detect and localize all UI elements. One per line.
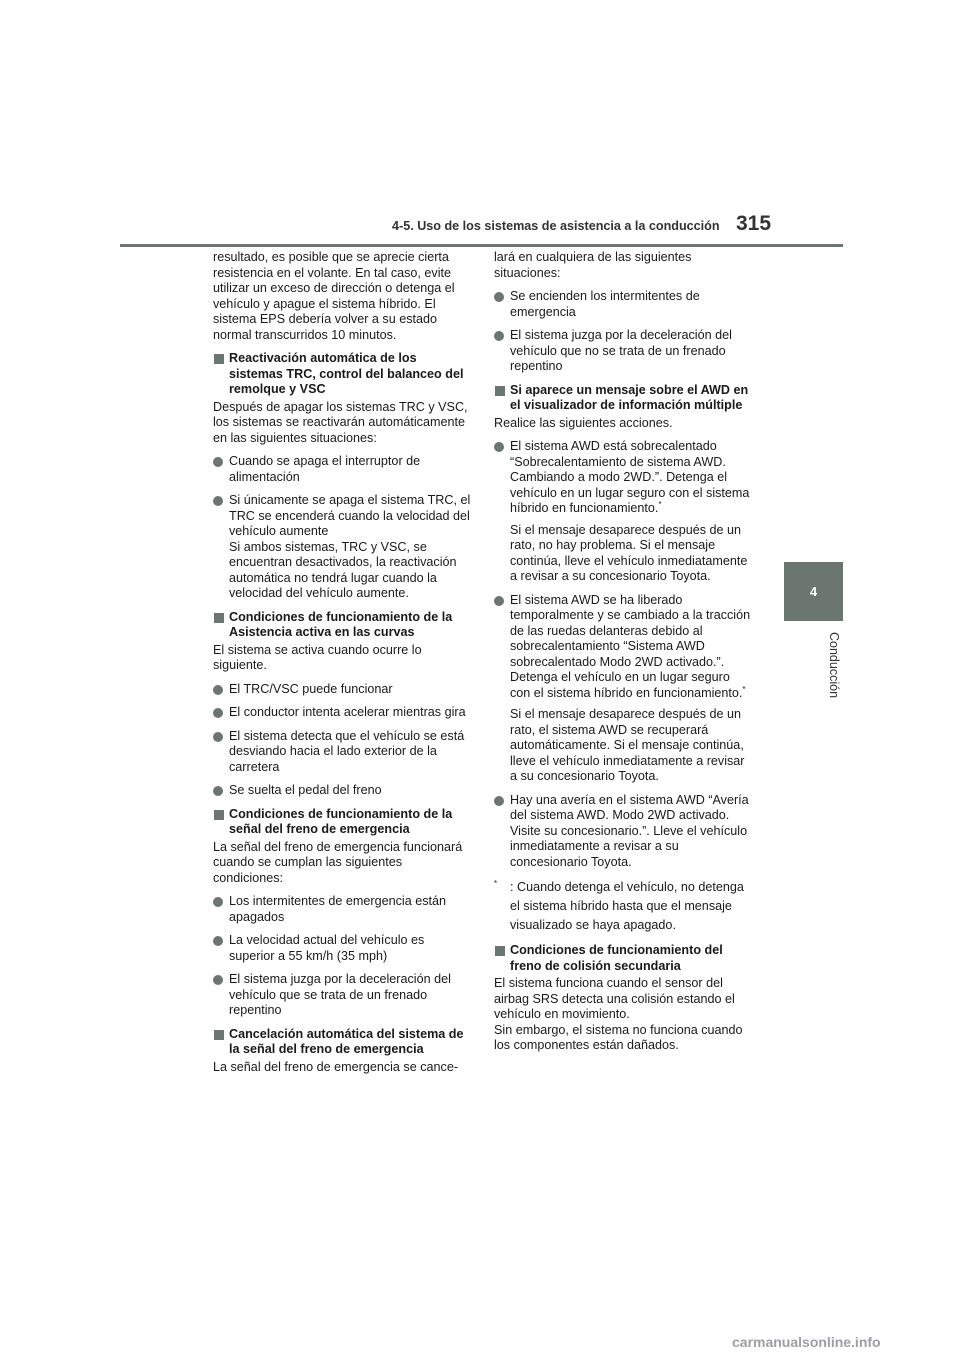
bullet-item: Se encienden los intermitentes de emergencia: [494, 289, 752, 320]
bullet-text: Si únicamente se apaga el sistema TRC, el TRC se encenderá cuando la velocidad del vehículo aumente: [229, 493, 471, 538]
bullet-item: El sistema juzga por la deceleración del vehículo que se trata de un frenado repentino: [213, 972, 471, 1019]
bullet-item: [494, 593, 752, 785]
section-heading-reactivation: Reactivación automática de los sistemas TRC, control del balanceo del remolque y VSC: [213, 351, 471, 398]
footnote-mark: *: [494, 878, 498, 888]
bullet-item: La velocidad actual del vehículo es superior a 55 km/h (35 mph): [213, 933, 471, 964]
bullet-text: El sistema AWD se ha liberado temporalmente y se cambiado a la tracción de las ruedas delanteras debido al sobrecalentamiento “Sistema AWD sobrecalentado Modo 2WD activado.”. Detenga el vehículo en un lugar seguro con el sistema híbrido en funcionamiento.: [510, 592, 751, 700]
section-title: 4-5. Uso de los sistemas de asistencia a la conducción: [392, 219, 720, 233]
intro-paragraph: resultado, es posible que se aprecie cierta resistencia en el volante. En tal caso, evite utilizar un exceso de dirección o detenga el vehículo y apague el sistema híbrido. El sistema EPS debería volver a su estado normal transcurridos 10 minutos.: [213, 250, 455, 342]
right-column: [494, 250, 752, 1054]
paragraph: La señal del freno de emergencia funcionará cuando se cumplan las siguientes condiciones:: [213, 839, 463, 885]
bullet-item: El sistema juzga por la deceleración del vehículo que no se trata de un frenado repentino: [494, 328, 752, 375]
section-heading-awd-message: Si aparece un mensaje sobre el AWD en el visualizador de información múltiple: [494, 383, 752, 414]
section-heading-auto-cancel: Cancelación automática del sistema de la señal del freno de emergencia: [213, 1027, 471, 1058]
bullet-subtext: Si el mensaje desaparece después de un rato, el sistema AWD se recuperará automáticamente. Si el mensaje continúa, lleve el vehículo inmediatamente a revisar a su concesionario Toyota.: [510, 707, 745, 783]
section-heading-secondary-collision-brake: Condiciones de funcionamiento del freno de colisión secundaria: [494, 943, 752, 974]
bullet-item: Hay una avería en el sistema AWD “Avería del sistema AWD. Modo 2WD activado. Visite su concesionario.”. Lleve el vehículo inmediatamente a revisar a su concesionario Toyota.: [494, 793, 752, 871]
bullet-item: El sistema detecta que el vehículo se está desviando hacia el lado exterior de la carretera: [213, 729, 471, 776]
bullet-item: El conductor intenta acelerar mientras gira: [213, 705, 471, 721]
bullet-item: Se suelta el pedal del freno: [213, 783, 471, 799]
paragraph: Realice las siguientes acciones.: [494, 415, 673, 430]
bullet-item: Los intermitentes de emergencia están apagados: [213, 894, 471, 925]
footnote-reference: *: [658, 499, 662, 509]
bullet-subtext: Si el mensaje desaparece después de un rato, no hay problema. Si el mensaje continúa, lleve el vehículo inmediatamente a revisar a su concesionario Toyota.: [510, 522, 748, 583]
paragraph: El sistema funciona cuando el sensor del airbag SRS detecta una colisión estando el vehículo en movimiento.: [494, 976, 735, 1021]
bullet-item: El TRC/VSC puede funcionar: [213, 682, 471, 698]
page-number: 315: [736, 212, 772, 235]
bullet-extra-text: Si ambos sistemas, TRC y VSC, se encuentran desactivados, la reactivación automática no tendrá lugar cuando la velocidad del vehículo aumente.: [229, 539, 457, 600]
footnote-text: : Cuando detenga el vehículo, no detenga el sistema híbrido hasta que el mensaje visualizado se haya apagado.: [510, 880, 744, 932]
bullet-text: El sistema AWD está sobrecalentado “Sobrecalentamiento de sistema AWD. Cambiando a modo 2WD.”. Detenga el vehículo en un lugar seguro con el sistema híbrido en funcionamiento.: [510, 439, 750, 515]
paragraph: Sin embargo, el sistema no funciona cuando los componentes están dañados.: [494, 1022, 743, 1052]
footnote: [494, 878, 752, 935]
footnote-reference: *: [742, 684, 746, 694]
bullet-item: [494, 439, 752, 585]
paragraph: El sistema se activa cuando ocurre lo siguiente.: [213, 642, 422, 672]
section-heading-curve-assist: Condiciones de funcionamiento de la Asistencia activa en las curvas: [213, 610, 471, 641]
chapter-number: 4: [809, 584, 818, 599]
paragraph: La señal del freno de emergencia se cance-: [213, 1059, 459, 1074]
paragraph: Después de apagar los sistemas TRC y VSC, los sistemas se reactivarán automáticamente en las siguientes situaciones:: [213, 399, 468, 445]
section-heading-emergency-brake-signal: Condiciones de funcionamiento de la señal del freno de emergencia: [213, 807, 471, 838]
watermark: carmanualsonline.info: [732, 1334, 881, 1350]
paragraph: lará en cualquiera de las siguientes situaciones:: [494, 250, 692, 280]
header-divider: [120, 244, 843, 247]
bullet-item: [213, 493, 471, 602]
chapter-tab[interactable]: [784, 562, 843, 621]
bullet-item: Cuando se apaga el interruptor de alimentación: [213, 454, 471, 485]
left-column: [213, 250, 471, 1083]
chapter-label: Conducción: [827, 632, 841, 699]
